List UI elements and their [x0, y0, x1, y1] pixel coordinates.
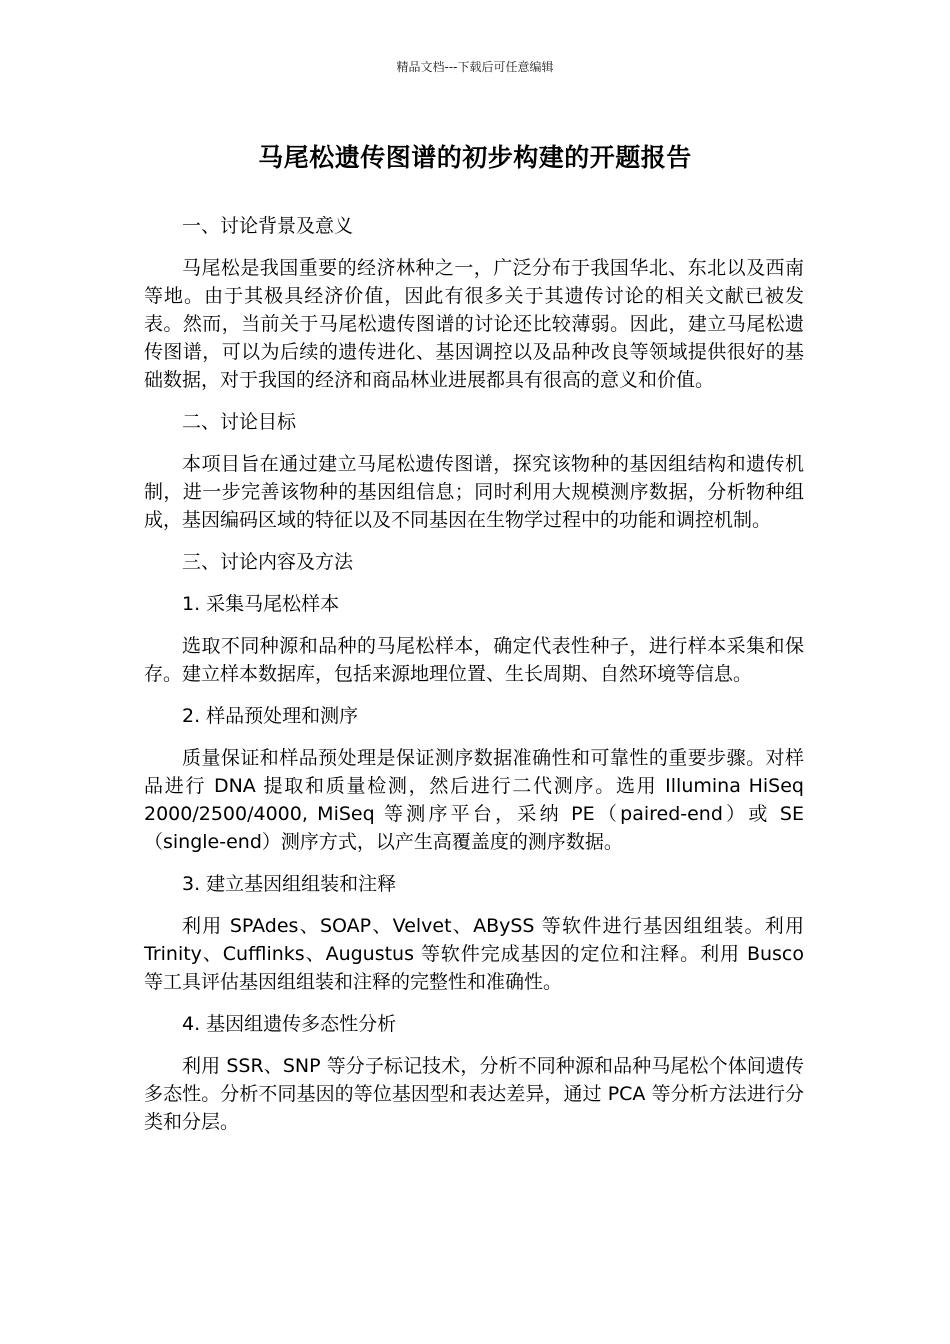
- paragraph-sampling: 选取不同种源和品种的马尾松样本，确定代表性种子，进行样本采集和保存。建立样本数据库，包括来源地理位置、生长周期、自然环境等信息。: [144, 635, 804, 685]
- header-note: 精品文档---下载后可任意编辑: [396, 60, 554, 74]
- document-body: [144, 212, 804, 1150]
- section-heading-goals: 二、讨论目标: [182, 411, 297, 433]
- subheading-polymorphism: 4. 基因组遗传多态性分析: [182, 1013, 397, 1035]
- paragraph-sequencing: 质量保证和样品预处理是保证测序数据准确性和可靠性的重要步骤。对样品进行 DNA 提取和质量检测，然后进行二代测序。选用 Illumina HiSeq 2000/2500/4000, MiSeq 等测序平台，采纳 PE（paired-end）或 SE（single-end）测序方式，以产生高覆盖度的测序数据。: [144, 747, 804, 853]
- subheading-sequencing: 2. 样品预处理和测序: [182, 705, 359, 727]
- subheading-sampling: 1. 采集马尾松样本: [182, 593, 340, 615]
- section-heading-methods: 三、讨论内容及方法: [182, 551, 354, 573]
- paragraph-goals: 本项目旨在通过建立马尾松遗传图谱，探究该物种的基因组结构和遗传机制，进一步完善该物种的基因组信息；同时利用大规模测序数据，分析物种组成，基因编码区域的特征以及不同基因在生物学过程中的功能和调控机制。: [144, 453, 804, 531]
- paragraph-background: 马尾松是我国重要的经济林种之一，广泛分布于我国华北、东北以及西南等地。由于其极具经济价值，因此有很多关于其遗传讨论的相关文献已被发表。然而，当前关于马尾松遗传图谱的讨论还比较薄弱。因此，建立马尾松遗传图谱，可以为后续的遗传进化、基因调控以及品种改良等领域提供很好的基础数据，对于我国的经济和商品林业进展都具有很高的意义和价值。: [144, 257, 804, 391]
- document-title: 马尾松遗传图谱的初步构建的开题报告: [258, 143, 692, 172]
- section-heading-background: 一、讨论背景及意义: [182, 215, 354, 237]
- paragraph-assembly: 利用 SPAdes、SOAP、Velvet、ABySS 等软件进行基因组组装。利用 Trinity、Cufflinks、Augustus 等软件完成基因的定位和注释。利用 Busco 等工具评估基因组组装和注释的完整性和准确性。: [144, 915, 804, 993]
- subheading-assembly: 3. 建立基因组组装和注释: [182, 873, 397, 895]
- paragraph-polymorphism: 利用 SSR、SNP 等分子标记技术，分析不同种源和品种马尾松个体间遗传多态性。分析不同基因的等位基因型和表达差异，通过 PCA 等分析方法进行分类和分层。: [144, 1055, 804, 1133]
